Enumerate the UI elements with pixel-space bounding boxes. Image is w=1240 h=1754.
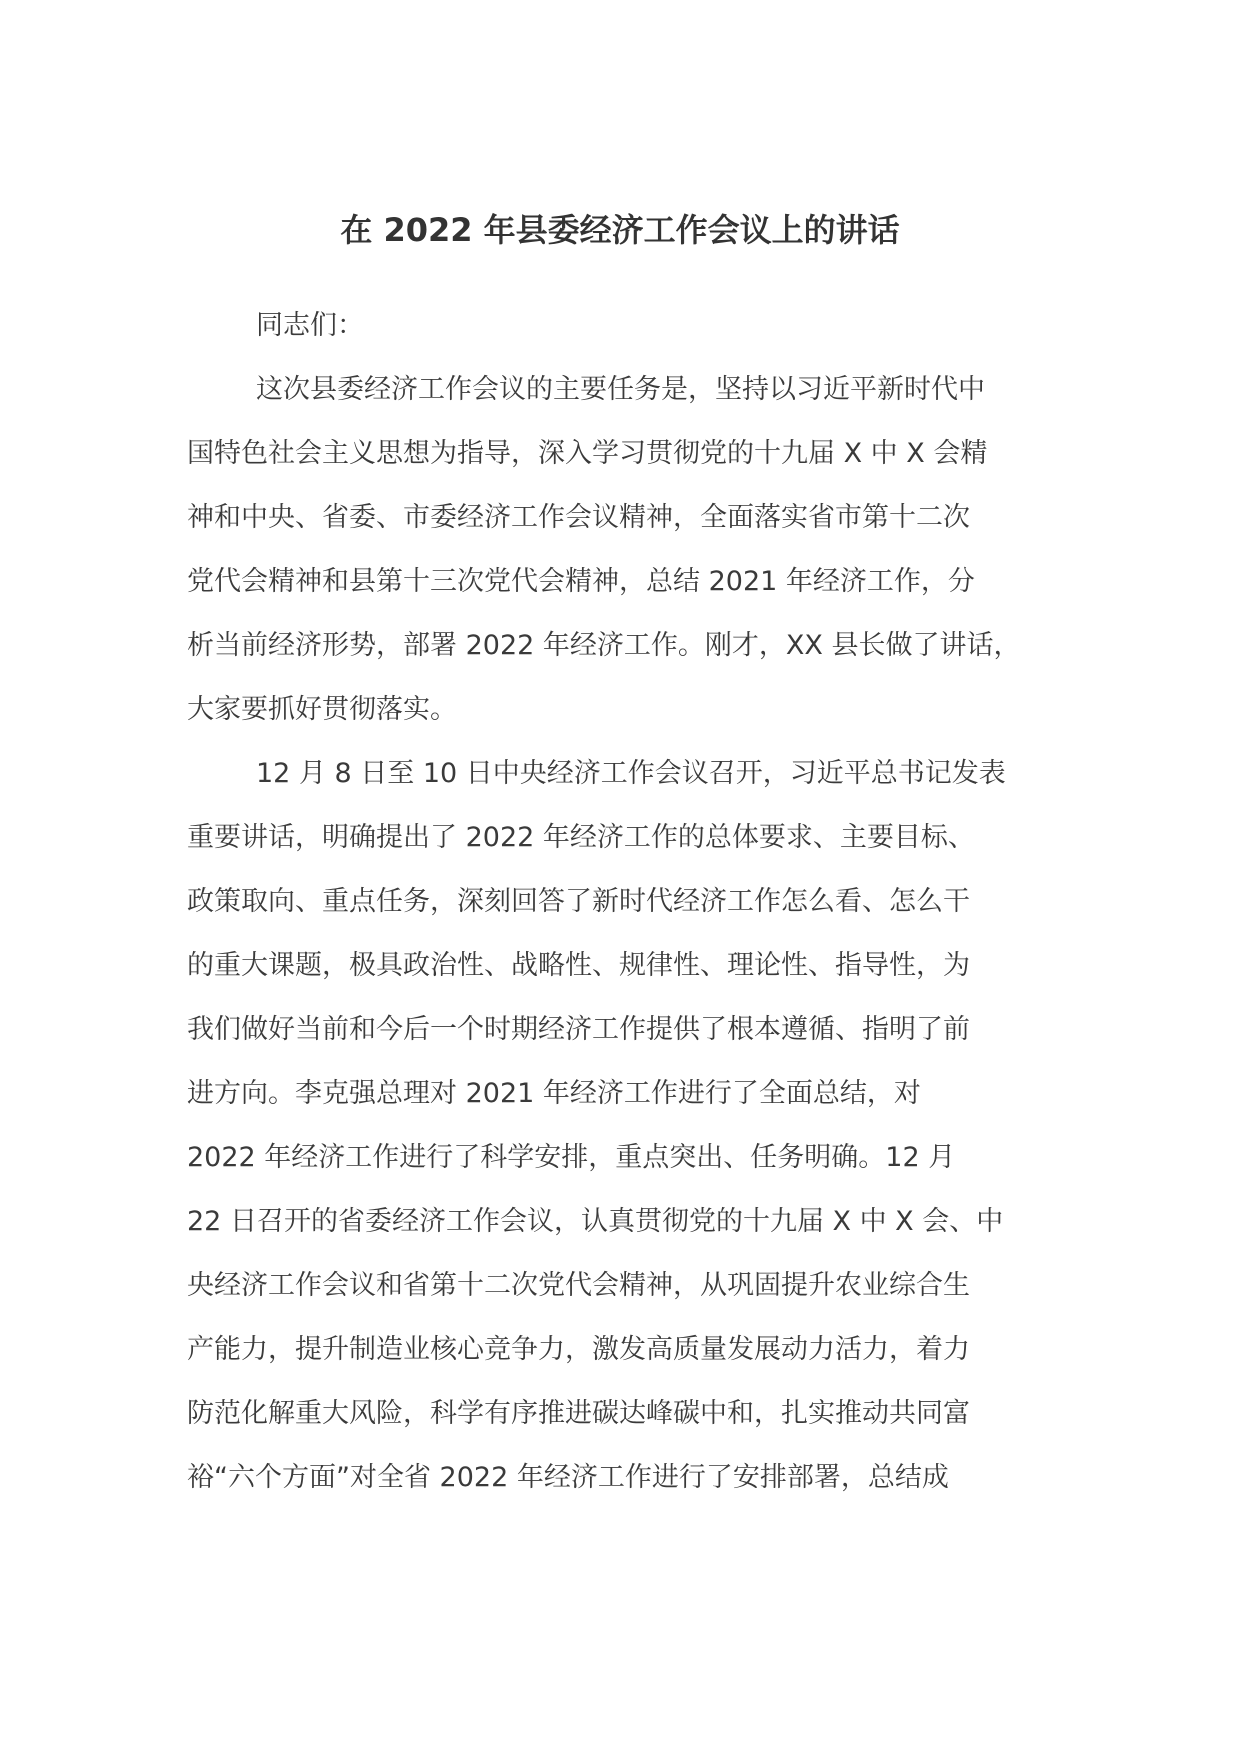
paragraph-line-8: 重要讲话，明确提出了 2022 年经济工作的总体要求、主要目标、: [187, 822, 975, 853]
paragraph-line-2: 国特色社会主义思想为指导，深入学习贯彻党的十九届 X 中 X 会精: [187, 438, 988, 469]
document-title: 在 2022 年县委经济工作会议上的讲话: [340, 211, 900, 249]
paragraph-line-3: 神和中央、省委、市委经济工作会议精神，全面落实省市第十二次: [187, 502, 970, 533]
paragraph-line-16: 产能力，提升制造业核心竞争力，激发高质量发展动力活力，着力: [187, 1334, 970, 1365]
paragraph-line-11: 我们做好当前和今后一个时期经济工作提供了根本遵循、指明了前: [187, 1014, 970, 1045]
paragraph-line-14: 22 日召开的省委经济工作会议，认真贯彻党的十九届 X 中 X 会、中: [187, 1206, 1004, 1237]
paragraph-line-10: 的重大课题，极具政治性、战略性、规律性、理论性、指导性，为: [187, 950, 970, 981]
paragraph-line-13: 2022 年经济工作进行了科学安排，重点突出、任务明确。12 月: [187, 1142, 956, 1173]
paragraph-line-12: 进方向。李克强总理对 2021 年经济工作进行了全面总结，对: [187, 1078, 921, 1109]
paragraph-line-9: 政策取向、重点任务，深刻回答了新时代经济工作怎么看、怎么干: [187, 886, 970, 917]
paragraph-line-6: 大家要抓好贯彻落实。: [187, 694, 457, 725]
paragraph-line-18: 裕“六个方面”对全省 2022 年经济工作进行了安排部署，总结成: [187, 1462, 949, 1493]
paragraph-line-7: 12 月 8 日至 10 日中央经济工作会议召开，习近平总书记发表: [256, 758, 1006, 789]
paragraph-line-1: 这次县委经济工作会议的主要任务是，坚持以习近平新时代中: [256, 374, 985, 405]
paragraph-line-15: 央经济工作会议和省第十二次党代会精神，从巩固提升农业综合生: [187, 1270, 970, 1301]
paragraph-line-4: 党代会精神和县第十三次党代会精神，总结 2021 年经济工作，分: [187, 566, 975, 597]
salutation: 同志们：: [256, 310, 364, 341]
paragraph-line-17: 防范化解重大风险，科学有序推进碳达峰碳中和，扎实推动共同富: [187, 1398, 970, 1429]
paragraph-line-5: 析当前经济形势，部署 2022 年经济工作。刚才，XX 县长做了讲话，: [187, 630, 1021, 661]
